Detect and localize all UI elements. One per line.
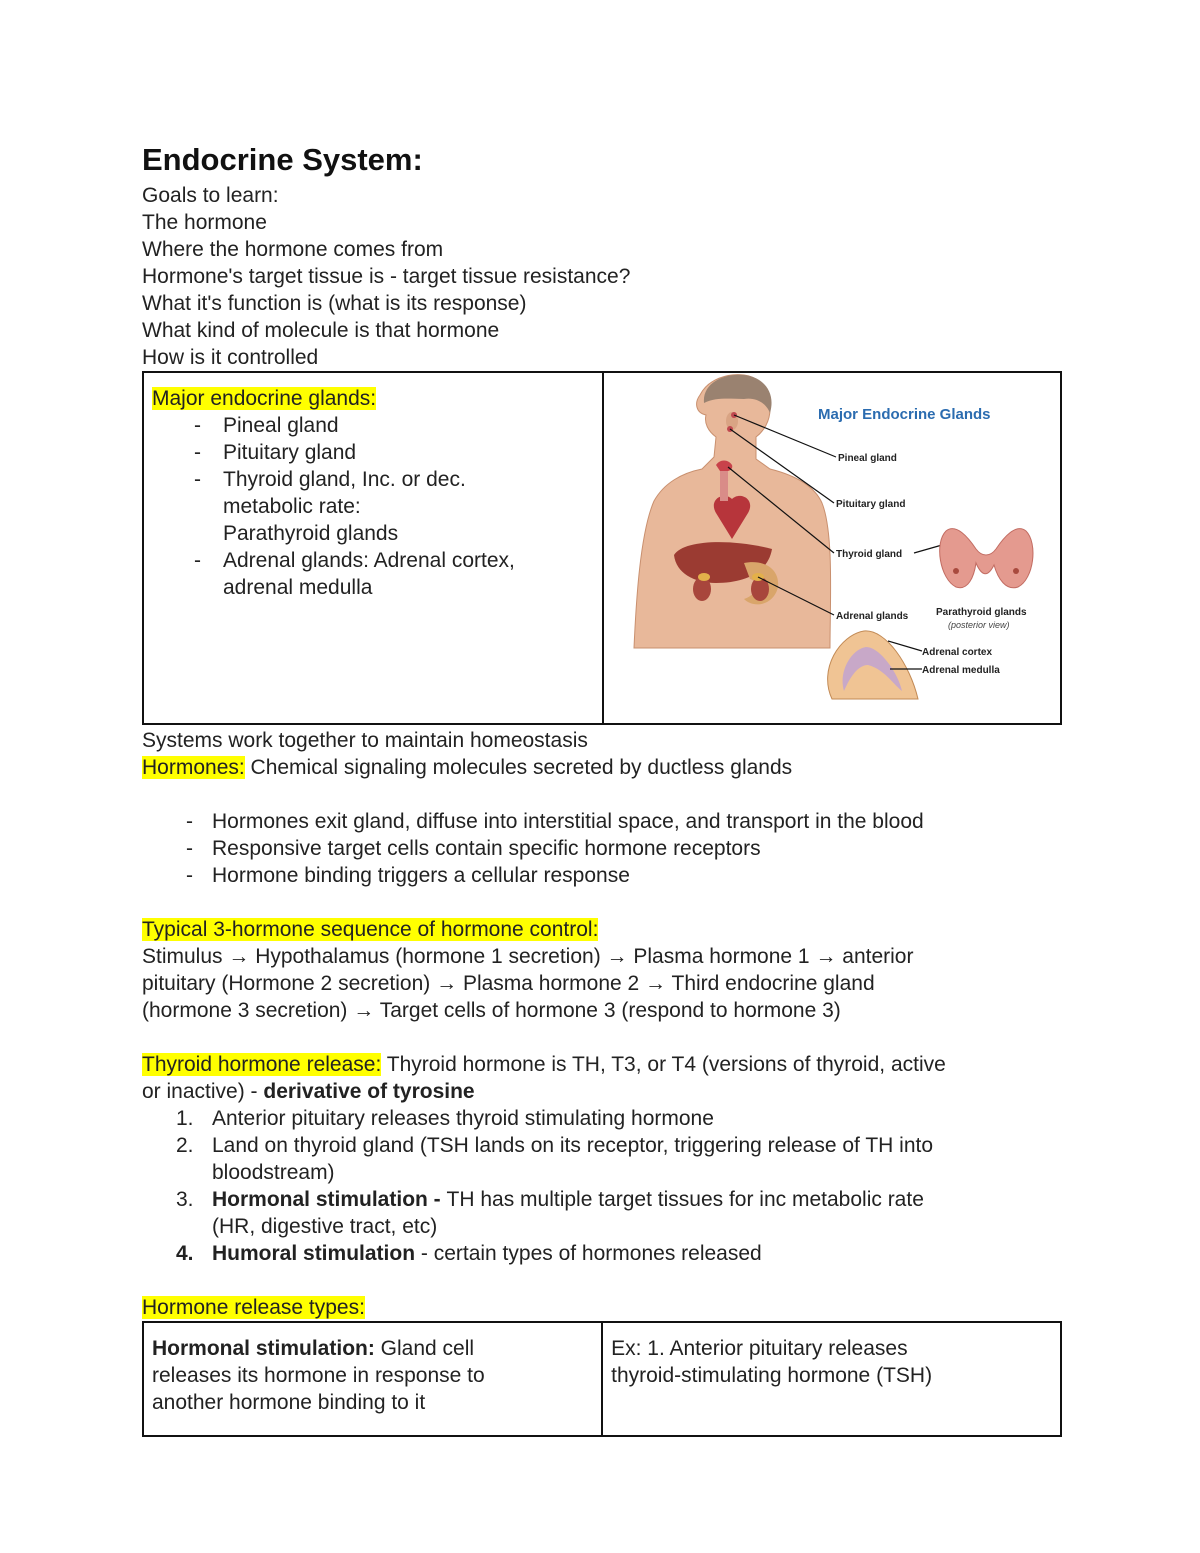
- pituitary-label: Pituitary gland: [836, 499, 906, 510]
- goal-item: Hormone's target tissue is - target tissue resistance?: [142, 265, 631, 288]
- glands-list: [152, 412, 594, 601]
- gland-item: - Pituitary gland: [152, 439, 594, 466]
- release-example-cell: Ex: 1. Anterior pituitary releases thyroid-stimulating hormone (TSH): [602, 1322, 1061, 1436]
- goals-heading: Goals to learn:: [142, 184, 279, 207]
- thyroid-step: 4. Humoral stimulation - certain types of hormones released: [176, 1242, 762, 1265]
- goal-item: Where the hormone comes from: [142, 238, 444, 261]
- hormone-point: - Responsive target cells contain specific hormone receptors: [142, 835, 1062, 862]
- goal-item: How is it controlled: [142, 346, 319, 369]
- glands-heading: Major endocrine glands:: [152, 387, 377, 410]
- goal-item: What it's function is (what is its response): [142, 292, 527, 315]
- glands-table: [142, 371, 1062, 725]
- thyroid-steps: [142, 1105, 1062, 1267]
- parathyroid-leader: [914, 545, 942, 553]
- page-title: Endocrine System:: [142, 142, 423, 177]
- figure-cell: [603, 372, 1061, 724]
- adrenal-cortex-label: Adrenal cortex: [922, 647, 993, 658]
- endocrine-glands-figure: [604, 373, 1060, 711]
- parathyroid-dot: [953, 568, 959, 574]
- hormone-points: [142, 808, 1062, 889]
- sequence-heading: Typical 3-hormone sequence of hormone control:: [142, 918, 599, 941]
- goal-item: What kind of molecule is that hormone: [142, 319, 500, 342]
- parathyroid-dot: [1013, 568, 1019, 574]
- release-type-cell: Hormonal stimulation: Gland cell releases its hormone in response to another hormone binding to it: [143, 1322, 602, 1436]
- pineal-label: Pineal gland: [838, 453, 897, 464]
- parathyroid-organ: [940, 529, 1033, 588]
- document-page: [142, 140, 1062, 1437]
- thyroid-intro: Thyroid hormone release: Thyroid hormone is TH, T3, or T4 (versions of thyroid, active: [142, 1053, 946, 1076]
- sequence-line: pituitary (Hormone 2 secretion) → Plasma hormone 2 → Third endocrine gland: [142, 972, 875, 995]
- gland-item: - Adrenal glands: Adrenal cortex, adrenal medulla: [152, 547, 594, 601]
- adrenal-medulla-label: Adrenal medulla: [922, 665, 1000, 676]
- thyroid-step: 3. Hormonal stimulation - TH has multiple target tissues for inc metabolic rate (HR, digestive tract, etc): [176, 1188, 924, 1238]
- homeostasis-line: Systems work together to maintain homeostasis: [142, 729, 588, 752]
- goals-section: [142, 182, 1062, 371]
- thyroid-step: 1. Anterior pituitary releases thyroid stimulating hormone: [176, 1107, 714, 1130]
- sequence-line: Stimulus → Hypothalamus (hormone 1 secretion) → Plasma hormone 1 → anterior: [142, 945, 914, 968]
- hormone-point: - Hormone binding triggers a cellular response: [142, 862, 1062, 889]
- gland-item: - Pineal gland: [152, 412, 594, 439]
- thyroid-intro-cont: or inactive) - derivative of tyrosine: [142, 1080, 475, 1103]
- thyroid-label: Thyroid gland: [836, 549, 903, 560]
- posterior-view-label: (posterior view): [948, 620, 1010, 630]
- sequence-line: (hormone 3 secretion) → Target cells of hormone 3 (respond to hormone 3): [142, 999, 841, 1022]
- gland-item: - Thyroid gland, Inc. or dec. metabolic rate: Parathyroid glands: [152, 466, 594, 547]
- adrenal-left: [698, 573, 710, 581]
- figure-title: Major Endocrine Glands: [818, 406, 991, 423]
- parathyroid-label: Parathyroid glands: [936, 607, 1027, 618]
- hormone-point: - Hormones exit gland, diffuse into interstitial space, and transport in the blood: [142, 808, 1062, 835]
- trachea-shape: [720, 471, 728, 501]
- thyroid-step: 2. Land on thyroid gland (TSH lands on its receptor, triggering release of TH into bloodstream): [176, 1134, 934, 1184]
- hormones-definition: Hormones: Chemical signaling molecules secreted by ductless glands: [142, 756, 793, 779]
- release-types-heading: Hormone release types:: [142, 1296, 365, 1319]
- release-types-table: [142, 1321, 1062, 1437]
- goal-item: The hormone: [142, 211, 267, 234]
- adrenal-label: Adrenal glands: [836, 611, 909, 622]
- glands-list-cell: [143, 372, 603, 724]
